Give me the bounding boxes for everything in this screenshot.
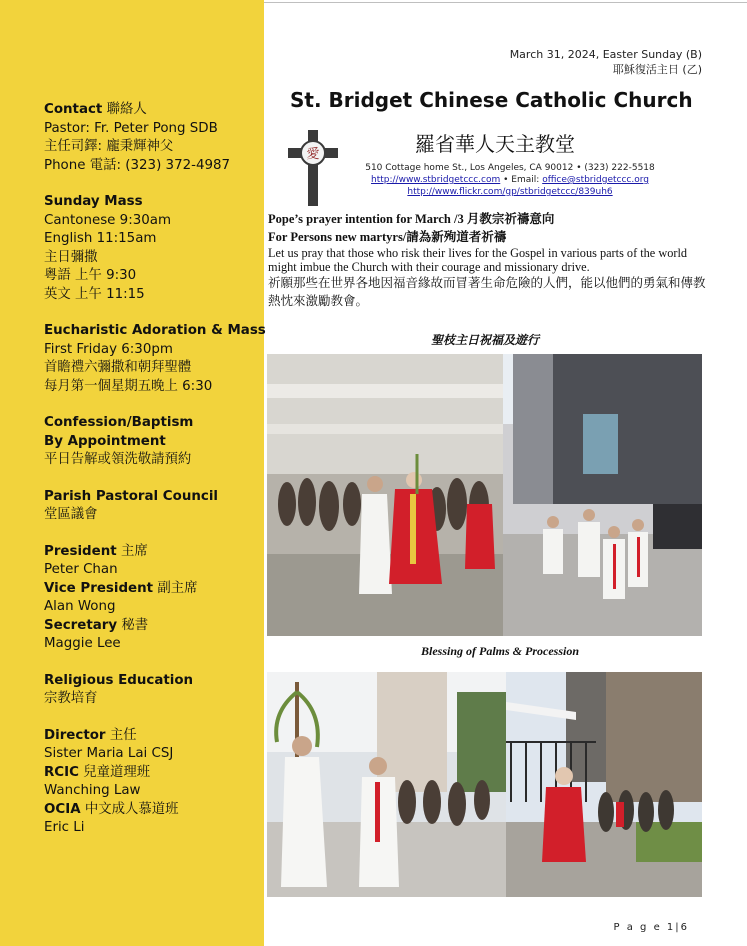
mass-line: Cantonese 9:30am xyxy=(44,212,172,228)
appointment-heading: By Appointment xyxy=(44,433,166,449)
mass-line: English 11:15am xyxy=(44,231,157,246)
president-label-zh: 主席 xyxy=(120,543,148,559)
page-number: P a g e 1|6 xyxy=(613,922,689,933)
president-label: President xyxy=(44,543,117,559)
confession-line: 平日告解或領洗敬請預約 xyxy=(44,452,192,467)
website-link[interactable]: http://www.stbridgetccc.com xyxy=(371,175,501,185)
mass-line: 英文 上午 11:15 xyxy=(44,286,145,302)
rcic-label-zh: 兒童道理班 xyxy=(83,764,151,780)
ocia-label-zh: 中文成人慕道班 xyxy=(84,801,179,817)
mass-line: 粵語 上午 9:30 xyxy=(44,268,137,283)
date-chinese: 耶穌復活主日 (乙) xyxy=(612,63,702,76)
adoration-line: First Friday 6:30pm xyxy=(44,341,173,357)
photo-priest-blessing xyxy=(506,672,702,897)
intention-subheading: For Persons new martyrs/請為新殉道者祈禱 xyxy=(268,230,507,244)
flickr-link[interactable]: http://www.flickr.com/gp/stbridgetccc/839uh6 xyxy=(407,187,613,197)
president-name: Peter Chan xyxy=(44,562,118,577)
caption-middle: Blessing of Palms & Procession xyxy=(420,644,579,658)
secretary-label-zh: 秘書 xyxy=(121,617,149,633)
religious-ed-line: 宗教培育 xyxy=(44,691,98,706)
director-label-zh: 主任 xyxy=(109,727,137,743)
vp-label-zh: 副主席 xyxy=(157,580,198,596)
pastor-line: Pastor: Fr. Peter Pong SDB xyxy=(44,120,218,136)
vp-name: Alan Wong xyxy=(44,599,116,614)
ocia-name: Eric Li xyxy=(44,820,85,835)
prayer-intention xyxy=(268,210,708,310)
vp-label: Vice President xyxy=(44,580,154,596)
ocia-label: OCIA xyxy=(44,801,81,817)
address-line: 510 Cottage home St., Los Angeles, CA 90012 • (323) 222-5518 xyxy=(365,163,655,173)
caption-top: 聖枝主日祝福及遊行 xyxy=(430,333,539,347)
photo-indoor-procession xyxy=(267,354,503,636)
director-name: Sister Maria Lai CSJ xyxy=(44,746,174,761)
confession-section xyxy=(44,414,264,470)
religious-ed-section xyxy=(44,672,264,709)
rcic-name: Wanching Law xyxy=(44,783,141,798)
sidebar xyxy=(0,0,264,946)
date-english: March 31, 2024, Easter Sunday (B) xyxy=(509,48,702,61)
adoration-section xyxy=(44,322,264,396)
adoration-line: 每月第一個星期五晚上 6:30 xyxy=(44,378,213,394)
director-label: Director xyxy=(44,727,106,743)
adoration-line: 首瞻禮六彌撒和朝拜聖體 xyxy=(44,360,192,375)
intention-text-zh: 祈願那些在世界各地因福音緣故而冒著生命危險的人們，能以他們的勇氣和傳教熱忱來激勵教會。 xyxy=(268,275,706,308)
council-heading: Parish Pastoral Council xyxy=(44,488,219,504)
contact-section xyxy=(44,101,264,175)
address-block xyxy=(360,162,660,198)
mass-line: 主日彌撒 xyxy=(44,249,98,265)
email-link[interactable]: office@stbridgetccc.org xyxy=(542,175,649,185)
council-line: 堂區議會 xyxy=(44,507,98,522)
photo-altar-servers xyxy=(267,672,506,897)
cross-icon xyxy=(288,130,338,206)
officers-section xyxy=(44,543,264,654)
logo-char: 愛 xyxy=(306,147,320,162)
rcic-label: RCIC xyxy=(44,764,79,780)
pastor-line-zh: 主任司鐸: 龐秉輝神父 xyxy=(44,139,174,154)
email-label: • Email: xyxy=(503,175,540,185)
mass-section xyxy=(44,193,264,304)
secretary-label: Secretary xyxy=(44,617,118,633)
church-title: St. Bridget Chinese Catholic Church xyxy=(290,88,693,112)
confession-heading: Confession/Baptism xyxy=(44,415,194,430)
photo-outdoor-procession xyxy=(503,354,702,636)
council-section xyxy=(44,488,264,525)
top-rule xyxy=(264,2,747,3)
intention-text-en: Let us pray that those who risk their lives for the Gospel in various parts of the world might imbue the Church with their courage and missionary drive. xyxy=(268,246,688,274)
church-chinese-name: 羅省華人天主教堂 xyxy=(415,132,575,156)
mass-heading: Sunday Mass xyxy=(44,194,143,209)
contact-heading-zh: 聯絡人 xyxy=(106,102,147,117)
religious-ed-heading: Religious Education xyxy=(44,672,194,688)
intention-heading: Pope’s prayer intention for March /3 月教宗祈禱意向 xyxy=(268,212,555,226)
church-logo xyxy=(288,130,338,206)
contact-heading: Contact xyxy=(44,102,103,117)
secretary-name: Maggie Lee xyxy=(44,636,121,651)
adoration-heading: Eucharistic Adoration & Mass xyxy=(44,323,266,338)
phone-line: Phone 電話: (323) 372-4987 xyxy=(44,157,231,173)
director-section xyxy=(44,727,264,838)
